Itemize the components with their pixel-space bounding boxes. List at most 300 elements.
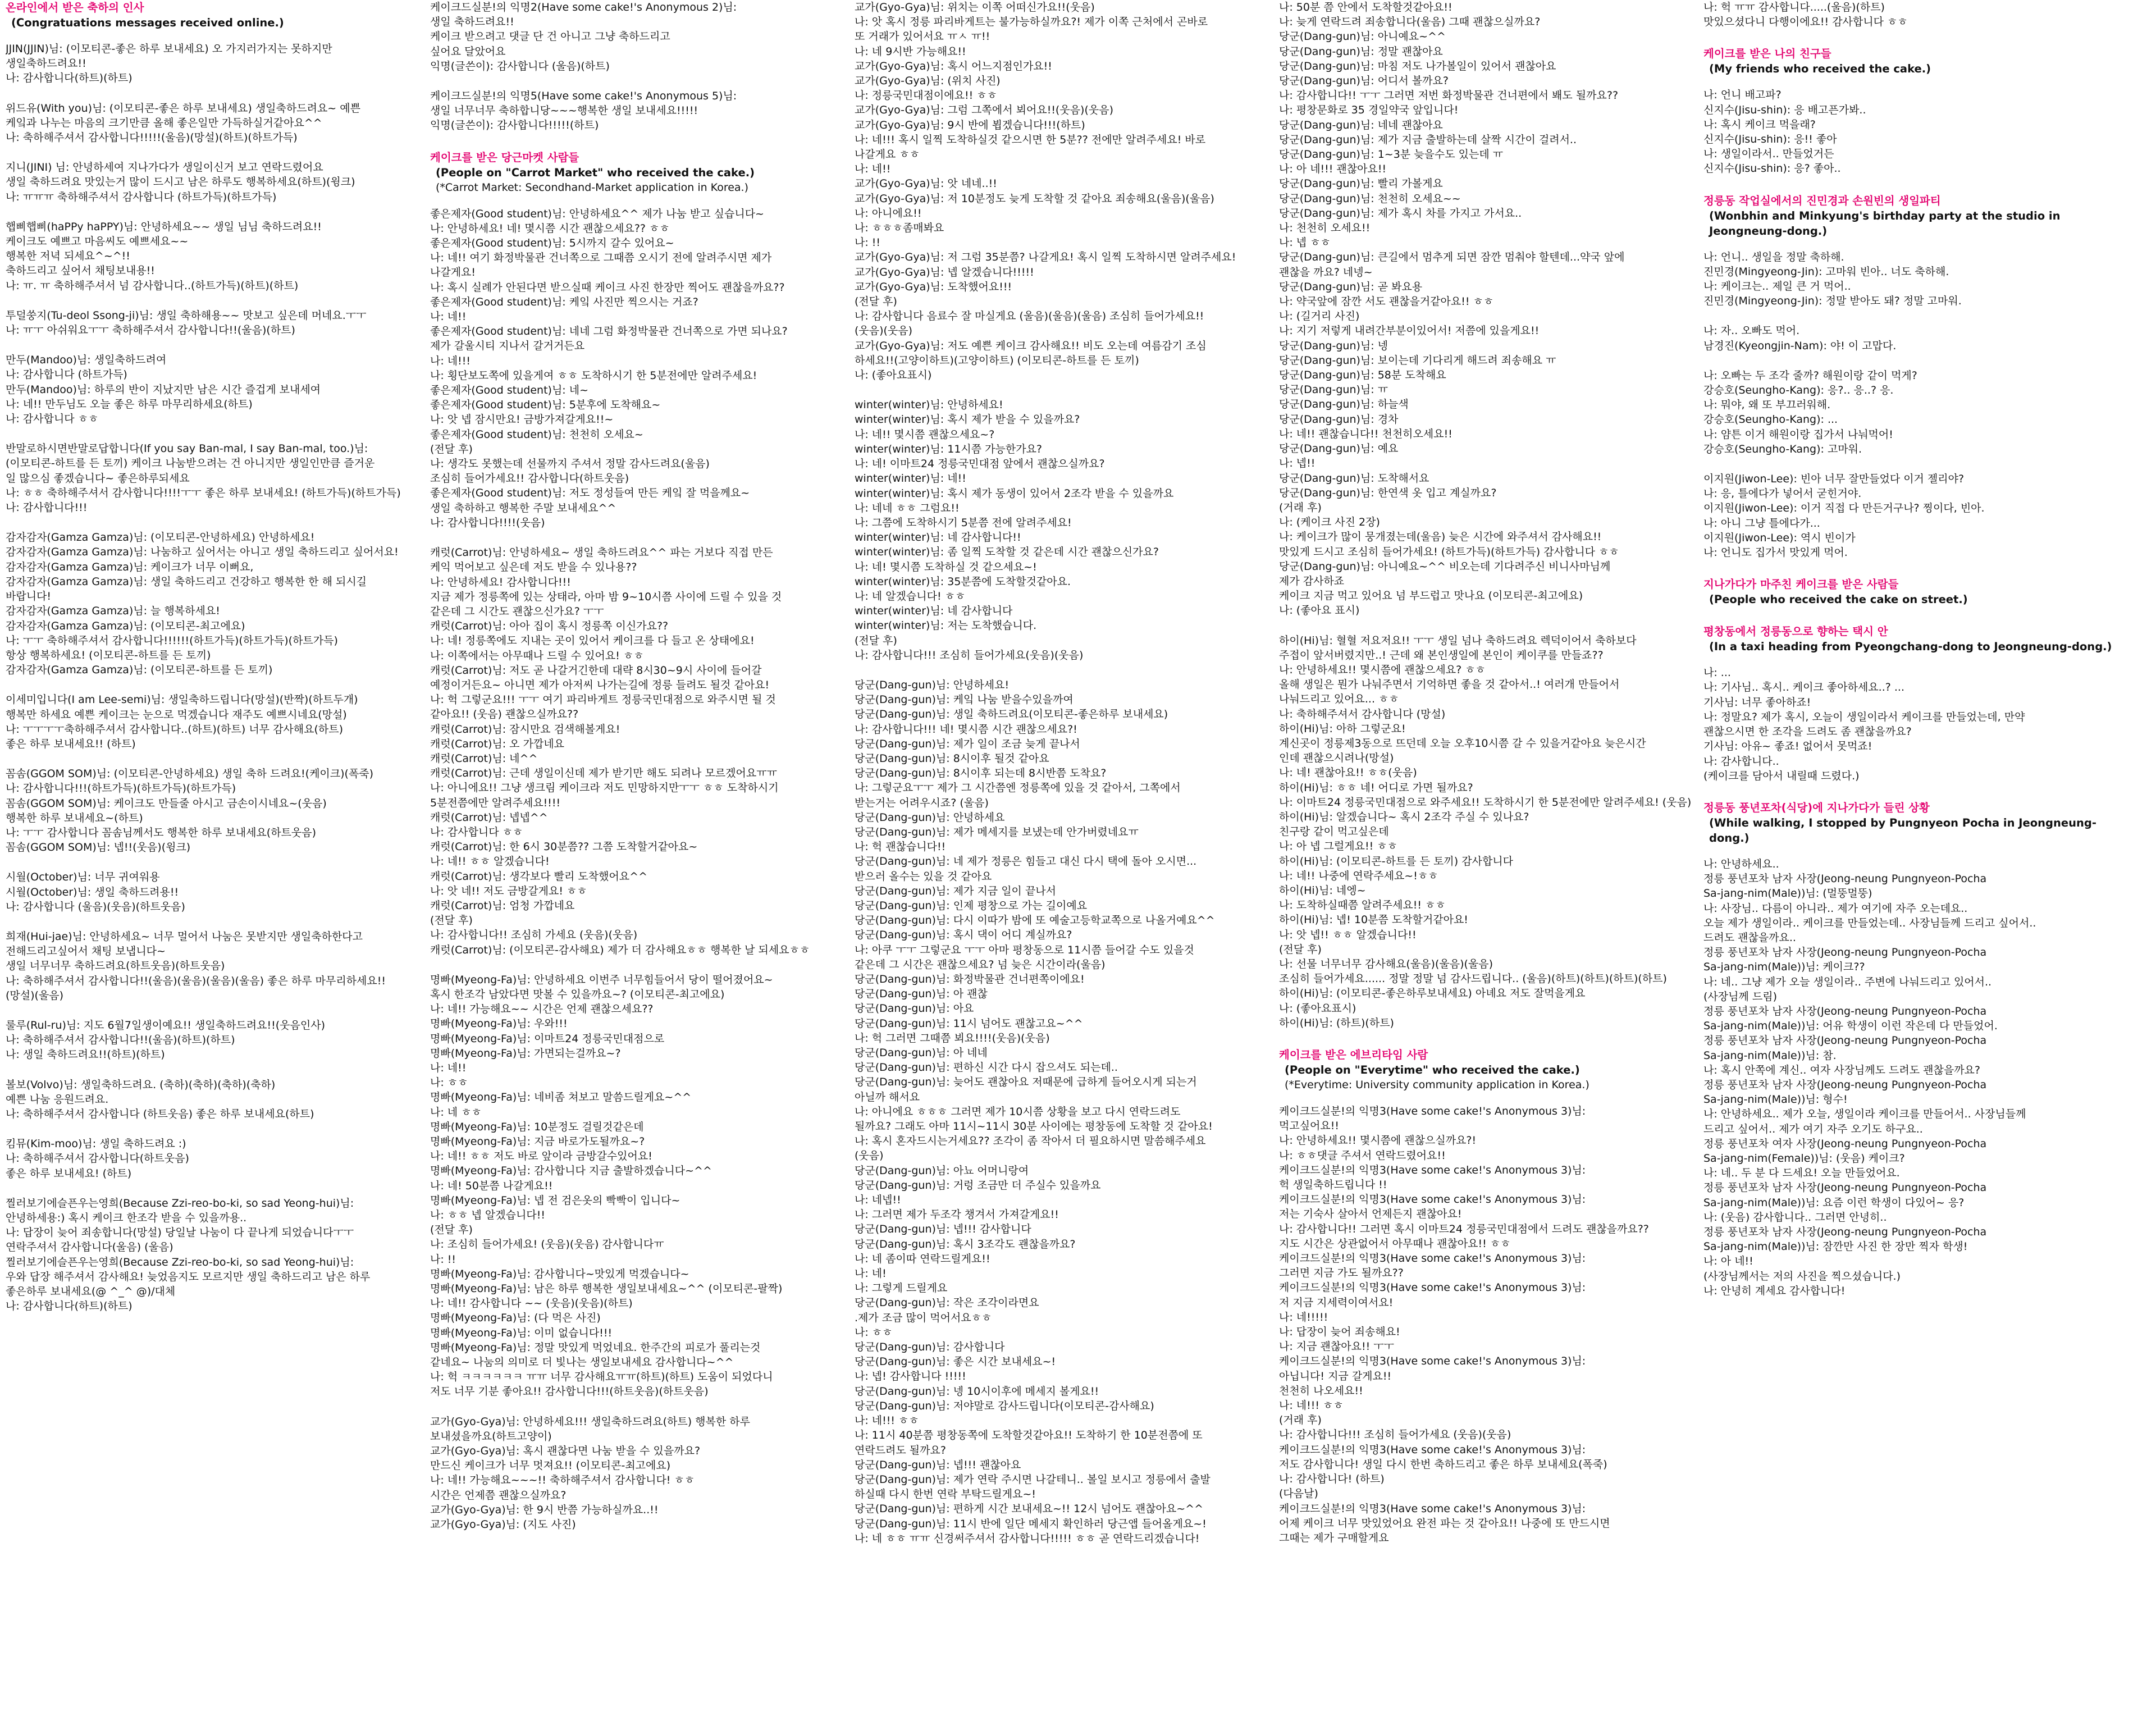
message-line: 캐럿(Carrot)님: 안녕하세요~ 생일 축하드려요^^ 파는 거보다 직접 만든 [430, 546, 773, 559]
message-line: 나: 네 ㅎㅎ ㅠㅠ 신경써주셔서 감사합니다!!!!! ㅎㅎ 곧 연락드리겠습니다! [855, 1532, 1200, 1545]
message-line: 나: 그러면 제가 두조각 챙겨서 가져갈게요!! [855, 1208, 1059, 1221]
message-line: 예정이거든요~ 아니면 제가 아저씨 나가는길에 정릉 들려도 될것 같아요! [430, 678, 770, 691]
message-line: (전달 후) [430, 442, 473, 455]
message-line: 당군(Dang-gun)님: 제가 지금 일이 끝나서 [855, 884, 1057, 897]
message-line: 같은데 그 시간도 괜찮으신가요? ㅜㅜ [430, 605, 604, 618]
section-header [1703, 577, 2123, 607]
message-line: 당군(Dang-gun)님: 58분 도착해요 [1279, 369, 1446, 382]
message-line: 전해드리고싶어서 채팅 보냅니다~ [6, 945, 166, 958]
message-line: 나: 언니도 집가서 맛있게 먹어. [1703, 546, 1848, 559]
message-line: 나: 답장이 늦어 죄송해요! [1279, 1326, 1400, 1339]
message-line: 명빠(Myeong-Fa)님: 가면되는걸까요~? [430, 1047, 621, 1060]
message-line: 이지원(Jiwon-Lee): 빈아 너무 잘만들었다 이거 젤리야? [1703, 473, 1965, 486]
section-note: (*Everytime: University community application in Korea.) [1285, 1079, 1589, 1092]
message-line: 나: 약국앞에 잠깐 서도 괜찮을거같아요!! ㅎㅎ [1279, 295, 1494, 308]
message-line: 교가(Gyo-Gya)님: 위치는 이쪽 어떠신가요!!(웃음) [855, 1, 1095, 13]
message-line: 당군(Dang-gun)님: 11시 넘어도 괜찮고요~^^ [855, 1017, 1083, 1030]
message-line: 인데 괜찮으시려나(망설) [1279, 752, 1394, 765]
message-line: 하이(Hi)님: (이모티콘-좋은하루보내세요) 아녜요 저도 잘먹을게요 [1279, 987, 1586, 1000]
message-line: 나갈게요 ㅎㅎ [855, 148, 920, 161]
message-line: 연락드려도 될까요? [855, 1444, 946, 1457]
message-line: 나: 감사합니다!!! 조심히 들어가세요(웃음)(웃음) [855, 649, 1084, 661]
message-line: 일 많으심 좋겠습니다~ 좋은하루되세요 [6, 472, 190, 485]
message-line: 괜찮으시면 한 조각을 드려도 좀 괜찮을까요? [1703, 725, 1912, 738]
message-line: 감자감자(Gamza Gamza)님: 늘 행복하세요! [6, 605, 220, 618]
message-line: 당군(Dang-gun)님: 넹 10시이후에 메세지 볼게요!! [855, 1385, 1099, 1398]
message-line: 꼼솜(GGOM SOM)님: 넵!!(웃음)(윙크) [6, 841, 191, 854]
message-line: (다음날) [1279, 1487, 1318, 1500]
section-header [1703, 800, 2123, 846]
message-line: 나: ㅎㅎ 축하해주셔서 감사합니다!!!!ㅜㅜ 좋은 하루 보내세요! (하트가득)(하트가득) [6, 486, 401, 499]
message-line: 나: ㅎㅎㅎ좀매봐요 [855, 222, 944, 235]
message-line: 케이크드실분!의 익명3(Have some cake!'s Anonymous 3)님: [1279, 1281, 1586, 1294]
message-line: (이모티콘-하트를 든 토끼) 케이크 나눔받으려는 건 아니지만 생일인만큼 즐거운 [6, 457, 375, 470]
message-line: 당군(Dang-gun)님: 넵!!! 감사합니다 [855, 1223, 1031, 1236]
message-line: 나: (길거리 사진) [1279, 310, 1360, 323]
message-line: 아닐까 해서요 [855, 1090, 920, 1103]
message-line: 당군(Dang-gun)님: 어디서 볼까요? [1279, 75, 1449, 88]
message-line: 당군(Dang-gun)님: 아요 [855, 1002, 974, 1015]
message-line: 나: 감사합니다(하트)(하트) [6, 72, 133, 85]
message-line: (사장님께서는 저의 사진을 찍으셨습니다.) [1703, 1270, 1901, 1283]
message-line: 당군(Dang-gun)님: 8시이후 되는데 8시반쯤 도착요? [855, 767, 1107, 780]
message-group [855, 678, 1274, 1546]
message-line: 나: 넵 ㅎㅎ [1279, 236, 1331, 249]
message-line: 나: 조심히 들어가세요! (웃음)(웃음) 감사합니다ㅠ [430, 1238, 664, 1251]
message-line: 축하드리고 싶어서 채팅보내용!! [6, 264, 155, 277]
message-line: 바랍니다! [6, 590, 52, 603]
message-line: 생일 축하드려요 맛있는거 많이 드시고 남은 하루도 행복하세요(하트)(윙크) [6, 176, 355, 189]
message-line: 나: 늦게 연락드려 죄송합니다(울음) 그때 괜찮으실까요? [1279, 16, 1541, 29]
message-line: 캐럿(Carrot)님: 한 6시 30분쯤?? 그쯤 도착할거같아요~ [430, 841, 698, 854]
message-line: 나: 아 네!! [1703, 1255, 1753, 1268]
message-line: 나: 앗 넵!! ㅎㅎ 알겠습니다!! [1279, 928, 1417, 941]
message-line: 나: 감사합니다!!! [6, 501, 88, 514]
message-line: 나: 오빠는 두 조각 줄까? 해원이랑 같이 먹게? [1703, 369, 1917, 382]
message-line: 나: 11시 40분쯤 평창동쪽에 도착할것같아요!! 도착하기 한 10분전쯤에 또 [855, 1429, 1203, 1442]
message-line: 진민경(Mingyeong-Jin): 정말 받아도 돼? 정말 고마워. [1703, 295, 1962, 308]
message-line: 나: 앗 네!! 저도 금방갈게요! ㅎㅎ [430, 884, 587, 897]
message-line: 하이(Hi)님: 넵! 10분쯤 도착할거같아요! [1279, 914, 1468, 927]
message-line: 감자감자(Gamza Gamza)님: (이모티콘-하트를 든 토끼) [6, 664, 273, 677]
message-line: 나: 아 넵 그럴게요!! ㅎㅎ [1279, 840, 1397, 853]
message-line: 받는거는 어려우시죠? (울음) [855, 796, 989, 809]
message-line: 맛있으셨다니 다행이에요!! 감사합니다 ㅎㅎ [1703, 16, 1908, 29]
section-title: 케이크를 받은 에브리타임 사람 [1279, 1048, 1428, 1062]
message-line: 헉 생일축하드립니다 !! [1279, 1179, 1387, 1192]
message-line: 케이크 받으려고 댓글 단 건 아니고 그냥 축하드리고 [430, 30, 670, 43]
message-line: 나: 아니에요 ㅎㅎㅎ 그러면 제가 10시쯤 상황을 보고 다시 연락드려도 [855, 1105, 1181, 1118]
message-line: (거래 후) [1279, 1414, 1322, 1427]
message-line: 나: 횡단보도쪽에 있을게여 ㅎㅎ 도착하시기 한 5분전에만 알려주세요! [430, 369, 757, 382]
message-group [6, 220, 425, 293]
message-line: 행복한 저녁 되세요^~^!! [6, 250, 130, 263]
message-line: 남경진(Kyeongjin-Nam): 야! 이 고맙다. [1703, 339, 1897, 352]
message-line: 당군(Dang-gun)님: 아 네네 [855, 1047, 988, 1060]
message-line: 나: 헉 괜찮습니다!! [855, 841, 946, 854]
message-line: 캐럿(Carrot)님: 잠시만요 검색해볼게요! [430, 723, 620, 736]
text-column [1701, 0, 2125, 1716]
message-line: 나: 네!!! [430, 354, 471, 367]
message-line: 당군(Dang-gun)님: 늦어도 괜찮아요 저때문에 급하게 들어오시게 되는거 [855, 1076, 1197, 1089]
section-title: 온라인에서 받은 축하의 인사 [6, 1, 144, 14]
message-line: 천천히 나오세요!! [1279, 1384, 1363, 1397]
message-line: 좋은제자(Good student)님: 안녕하세요^^ 제가 나눔 받고 싶습니다~ [430, 207, 764, 220]
message-line: 당군(Dang-gun)님: 한연색 옷 입고 계실까요? [1279, 486, 1497, 499]
message-line: 감자감자(Gamza Gamza)님: 케이크가 너무 이뻐요, [6, 560, 254, 573]
message-line: 나: 감사합니다!! ㅜㅜ 그러면 저번 화정박물관 건너편에서 봬도 될까요?? [1279, 89, 1619, 102]
message-line: (웃음) [855, 1149, 884, 1162]
message-line: 조심히 들어가세요!! 감사합니다(하트웃음) [430, 472, 629, 485]
message-line: 만두(Mandoo)님: 하루의 반이 지났지만 남은 시간 즐겁게 보내세여 [6, 383, 321, 396]
message-line: 나: 헉 그렇군요!!! ㅜㅜ 여기 파리바게트 정릉국민대점으로 와주시면 될 것 [430, 693, 776, 706]
message-line: 케이크드실분!의 익명3(Have some cake!'s Anonymous 3)님: [1279, 1252, 1586, 1265]
message-line: 나: 네 알겠습니다! ㅎㅎ [855, 590, 966, 603]
message-line: 같네요~ 나눔의 의미로 더 빛나는 생일보내세요 감사합니다~^^ [430, 1356, 734, 1369]
message-line: 명빠(Myeong-Fa)님: 남은 하루 행복한 생일보내세요~^^ (이모티콘-팔짝) [430, 1283, 783, 1295]
message-line: 케이크드실분!의 익명3(Have some cake!'s Anonymous 3)님: [1279, 1163, 1586, 1176]
message-line: (웃음)(웃음) [855, 325, 913, 337]
message-line: 정릉 풍년포차 남자 사장(Jeong-neung Pungnyeon-Pocha [1703, 1078, 1987, 1091]
section-subtitle: (Congratuations messages received online.) [11, 16, 284, 29]
message-line: 나: ㅎㅎ 넵 알겠습니다!! [430, 1209, 545, 1222]
message-line: 나: 케이크는.. 제일 큰 거 먹어.. [1703, 280, 1851, 293]
section-title: 케이크를 받은 당근마켓 사람들 [430, 150, 579, 164]
message-group [855, 0, 1274, 382]
message-line: 나: ㅎㅎ댓글 주셔서 연락드렸어요!! [1279, 1149, 1446, 1162]
message-group [6, 929, 425, 1003]
message-line: 나: 아쿠 ㅜㅜ 그렇군요 ㅜㅜ 아마 평창동으로 11시쯤 들어갈 수도 있을것 [855, 943, 1194, 956]
message-line: 아닙니다! 지금 갈게요!! [1279, 1370, 1392, 1382]
message-line: 나: 네!! 가능해요~~~!! 축하해주셔서 감사합니다! ㅎㅎ [430, 1474, 695, 1487]
conversation-section [1703, 624, 2123, 783]
message-line: 행복만 하세요 예쁜 케이크는 눈으로 먹겠습니다 재주도 예쁘시네요(망설) [6, 708, 347, 721]
message-line: 당군(Dang-gun)님: 곧 봐요용 [1279, 280, 1423, 293]
message-line: 기사님: 너무 좋아하죠! [1703, 696, 1811, 709]
message-line: Sa-jang-nim(Male))님: (멀뚱멀뚱) [1703, 887, 1872, 900]
message-line: 나: 네!! 감사합니다 ~~ (웃음)(웃음)(하트) [430, 1297, 633, 1310]
message-line: 나: 네! [855, 1267, 887, 1280]
section-header [430, 150, 849, 195]
message-line: 나: 축하해주셔서 감사합니다!!(울음)(하트)(하트) [6, 1034, 235, 1047]
message-line: 익명(글쓴이): 감사합니다 (울음)(하트) [430, 60, 610, 72]
message-group [1703, 368, 2123, 457]
message-line: 나: 넵!! [1279, 457, 1315, 470]
message-line: 나: 감사합니다 (울음)(웃음)(하트웃음) [6, 900, 185, 913]
message-line: 꼼솜(GGOM SOM)님: (이모티콘-안녕하세요) 생일 축하 드려요!(케이크)(폭죽) [6, 768, 374, 781]
message-line: 강승호(Seungho-Kang): 고마워. [1703, 442, 1862, 455]
message-line: winter(winter)님: 혹시 제가 동생이 있어서 2조각 받을 수 있을까요 [855, 487, 1174, 500]
conversation-section [855, 0, 1274, 1546]
message-line: 나: 네.. 두 분 다 드세요! 오늘 만들었어요. [1703, 1167, 1900, 1180]
message-line: 감자감자(Gamza Gamza)님: (이모티콘-최고에요) [6, 619, 245, 632]
text-column [852, 0, 1276, 1716]
message-line: 명빠(Myeong-Fa)님: (다 먹은 사진) [430, 1312, 601, 1325]
message-line: 룰루(Rul-ru)님: 지도 6월7일생이예요!! 생일축하드려요!!(웃음인사) [6, 1019, 325, 1032]
message-line: 꼼솜(GGOM SOM)님: 케이크도 만들줄 아시고 금손이시네요~(웃음) [6, 797, 327, 810]
message-line: 나: 혹시 안쪽에 계신.. 여자 사장님께도 드려도 괜찮을까요? [1703, 1064, 1980, 1076]
section-subtitle: (Wonbhin and Minkyung's birthday party at the studio in Jeongneung-dong.) [1709, 209, 2061, 238]
message-group [430, 207, 849, 530]
message-line: 당군(Dang-gun)님: 예요 [1279, 442, 1399, 455]
message-line: 교가(Gyo-Gya)님: 한 9시 반쯤 가능하실까요..!! [430, 1503, 659, 1516]
message-line: 명빠(Myeong-Fa)님: 넵 전 검은옷의 빡빡이 입니다~ [430, 1194, 680, 1207]
message-line: 당군(Dang-gun)님: 빨리 가볼게요 [1279, 177, 1443, 190]
message-line: 나: 네! 이마트24 정릉국민대점 앞에서 괜찮으실까요? [855, 458, 1105, 471]
text-column [428, 0, 852, 1716]
message-line: 당군(Dang-gun)님: 좋은 시간 보내세요~! [855, 1356, 1056, 1368]
message-line: 좋은제자(Good student)님: 5분후에 도착해요~ [430, 399, 661, 412]
message-line: 당군(Dang-gun)님: 아니예요~^^ 비오는데 기다려주신 비니사마님께 [1279, 560, 1611, 573]
message-line: 당군(Dang-gun)님: 감사합니다 [855, 1341, 1005, 1354]
message-line: 나: 언니.. 생일을 정말 축하해. [1703, 250, 1844, 263]
section-title: 정릉동 작업실에서의 진민경과 손원빈의 생일파티 [1703, 194, 1941, 207]
message-line: 나: 헉 ㅋㅋㅋㅋㅋㅋ ㅠㅠ 너무 감사해요ㅠㅠ(하트)(하트) 도움이 되었다니 [430, 1371, 773, 1384]
conversation-section [1703, 193, 2123, 560]
message-line: 나: (좋아요 표시) [1279, 604, 1360, 617]
message-line: 친구랑 같이 먹고싶은데 [1279, 825, 1389, 838]
message-line: 나: 네.. 그냥 제가 오늘 생일이라.. 주변에 나눠드리고 있어서.. [1703, 975, 1992, 988]
message-line: 나: 그쯤에 도착하시기 5분쯤 전에 알려주세요! [855, 516, 1072, 529]
message-line: 당군(Dang-gun)님: 제가 메세지를 보냈는데 안가버렸네요ㅠ [855, 825, 1139, 838]
message-line: 캐럿(Carrot)님: 아아 집이 혹시 정릉쪽 이신가요?? [430, 620, 669, 633]
message-line: 당군(Dang-gun)님: 8시이후 될것 같아요 [855, 752, 1049, 765]
message-line: 드려도 괜찮을까요.. [1703, 931, 1796, 944]
message-line: 당군(Dang-gun)님: 1~3분 늦을수도 있는데 ㅠ [1279, 148, 1504, 161]
message-group [6, 1078, 425, 1122]
message-line: 나: 감사합니다! (하트) [1279, 1473, 1385, 1486]
message-line: 캐럿(Carrot)님: (이모티콘-감사해요) 제가 더 감사해요ㅎㅎ 행복한 날 되세요ㅎㅎ [430, 943, 810, 956]
message-line: 케익 먹어보고 싶은데 저도 받을 수 있나용?? [430, 561, 637, 574]
message-line: 당군(Dang-gun)님: 네네 괜찮아요 [1279, 118, 1443, 131]
message-group [6, 530, 425, 677]
message-line: 나갈게요! [430, 266, 476, 279]
message-line: 나: ㅜㅜㅜㅜ축하해주셔서 감사합니다..(하트)(하트) 너무 감사해요(하트) [6, 723, 344, 736]
message-group [6, 766, 425, 855]
message-line: 시월(October)님: 너무 귀여워용 [6, 871, 160, 884]
message-line: 계신곳이 정릉제3동으로 뜨던데 오늘 오후10시쯤 갈 수 있을거같아요 늦은시간 [1279, 737, 1646, 750]
message-line: (사장님께 드림) [1703, 990, 1777, 1003]
message-line: 교가(Gyo-Gya)님: 저 그럼 35분쯤? 나갈게요! 혹시 일찍 도착하시면 알려주세요! [855, 251, 1236, 264]
message-line: winter(winter)님: 저는 도착했습니다. [855, 619, 1037, 632]
section-header [6, 0, 425, 30]
message-line: 나: 감사합니다.. [1703, 755, 1779, 768]
message-line: 당군(Dang-gun)님: 혹시 3조각도 괜찮을까요? [855, 1238, 1076, 1251]
message-line: 당군(Dang-gun)님: 정말 괜찮아요 [1279, 45, 1443, 58]
message-line: 나: !! [430, 1253, 456, 1266]
section-header [1703, 624, 2123, 654]
message-line: 나: 축하해주셔서 감사합니다 (망설) [1279, 708, 1446, 720]
message-line: 올해 생일은 뭔가 나눠주면서 기억하면 좋을 것 같아서..! 여러개 만들어서 [1279, 678, 1620, 691]
text-column [3, 0, 427, 1716]
message-line: 나: 감사합니다!!!!(웃음) [430, 516, 545, 529]
message-line: winter(winter)님: 네!! [855, 472, 966, 485]
message-line: 교가(Gyo-Gya)님: (지도 사진) [430, 1518, 576, 1531]
message-line: 나: 감사합니다 (하트가득) [6, 368, 127, 381]
message-line: 나: 안녕하세요!! 몇시쯤에 괜찮으세요? ㅎㅎ [1279, 663, 1486, 676]
message-line: 명빠(Myeong-Fa)님: 지금 바로가도될까요~? [430, 1135, 645, 1148]
message-line: 나: 네!!! 혹시 일찍 도착하실것 같으시면 한 5분?? 전에만 알려주세요! 바로 [855, 133, 1206, 146]
message-line: 지니(JINI) 님: 안녕하세여 지나가다가 생일이신거 보고 연락드렸어요 [6, 161, 323, 174]
message-group [430, 545, 849, 957]
message-line: 나: 정말요? 제가 혹시, 오늘이 생일이라서 케이크를 만들었는데, 만약 [1703, 710, 2025, 723]
message-line: 진민경(Mingyeong-Jin): 고마워 빈아.. 너도 축하해. [1703, 265, 1949, 278]
message-line: 나: 생각도 못했는데 선물까지 주셔서 정말 감사드려요(울음) [430, 458, 710, 471]
section-title: 지나가다가 마주친 케이크를 받은 사람들 [1703, 578, 1899, 591]
message-line: 당군(Dang-gun)님: 안녕하세요 [855, 811, 1005, 824]
message-line: 나: 감사합니다!!!(하트가득)(하트가득)(하트가득) [6, 782, 236, 795]
message-line: 나눠드리고 있어요... ㅎㅎ [1279, 693, 1399, 706]
message-line: winter(winter)님: 네 감사합니다!! [855, 531, 1021, 544]
section-title: 정릉동 풍년포차(식당)에 지나가다가 들린 상황 [1703, 801, 1930, 814]
message-line: 나: 아 네!!! 괜찮아요!! [1279, 163, 1387, 176]
message-line: 나: 평창문화로 35 경일약국 앞입니다! [1279, 104, 1459, 117]
conversation-section [1703, 577, 2123, 607]
message-line: Sa-jang-nim(Male))님: 참. [1703, 1049, 1837, 1062]
message-line: 당군(Dang-gun)님: 인제 평창으로 가는 길이예요 [855, 899, 1088, 912]
conversation-section [1703, 800, 2123, 1298]
message-line: 당군(Dang-gun)님: 제가 혹시 차를 가지고 가서요.. [1279, 207, 1522, 220]
message-line: 당군(Dang-gun)님: 아 괜찮 [855, 988, 988, 1001]
message-line: 교가(Gyo-Gya)님: 저 10분정도 늦게 도착할 것 같아요 죄송해요(울음)(울음) [855, 192, 1214, 205]
message-line: 나: 헉 그러면 그때쯤 뵈요!!!!(웃음)(웃음) [855, 1032, 1050, 1044]
message-line: (거래 후) [1279, 501, 1322, 514]
message-line: 나: 앗 혹시 정릉 파리바게트는 불가능하실까요?! 제가 이쪽 근처에서 곤바로 [855, 16, 1208, 29]
message-line: 당군(Dang-gun)님: 제가 지금 출발하는데 살짝 시간이 걸려서.. [1279, 133, 1577, 146]
section-title: 케이크를 받은 나의 친구들 [1703, 47, 1831, 61]
message-line: 당군(Dang-gun)님: 안녕하세요! [855, 678, 1010, 691]
message-line: 햅삐햅삐(haPPy haPPY)님: 안녕하세요~~ 생일 님님 축하드려요!! [6, 220, 322, 233]
message-line: winter(winter)님: 좀 일찍 도착할 것 같은데 시간 괜찮으신가요? [855, 546, 1159, 559]
message-line: 캐럿(Carrot)님: 넵넵^^ [430, 811, 548, 824]
message-line: 하실때 다시 한번 연락 부탁드릴게요~! [855, 1488, 1036, 1501]
message-line: 신지수(Jisu-shin): 응? 좋아.. [1703, 162, 1841, 175]
message-line: 생일 축하하고 행복한 주말 보내세요^^ [430, 501, 616, 514]
message-line: Sa-jang-nim(Male))님: 요즘 이런 학생이 다있어~ 응? [1703, 1196, 1965, 1209]
message-line: 당군(Dang-gun)님: 보이는데 기다리게 해드려 죄송해요 ㅠ [1279, 354, 1556, 367]
message-line: 교가(Gyo-Gya)님: 넵 알겠습니다!!!!! [855, 266, 1034, 279]
message-line: 예쁜 나눔 응원드려요. [6, 1093, 109, 1106]
message-line: winter(winter)님: 혹시 제가 받을 수 있을까요? [855, 413, 1080, 426]
message-line: 좋은제자(Good student)님: 저도 정성들여 만든 케잌 잘 먹을께요~ [430, 487, 750, 500]
message-line: 나: (좋아요표시) [855, 369, 932, 382]
message-line: 저는 기숙사 살아서 언제든지 괜찮아요! [1279, 1208, 1462, 1221]
message-line: 나: 안녕하세요.. 제가 오늘, 생일이라 케이크를 만들어서.. 사장님들께 [1703, 1108, 2026, 1121]
message-line: 나: 네!! 가능해요~~ 시간은 언제 괜찮으세요?? [430, 1003, 654, 1016]
message-group [430, 89, 849, 133]
message-group [1703, 323, 2123, 353]
message-line: 나: 감사합니다(하트)(하트) [6, 1300, 133, 1313]
message-line: 당군(Dang-gun)님: 11시 반에 일단 메세지 확인하러 당근앱 들어올게요~! [855, 1517, 1207, 1530]
message-line: 위드유(With you)님: (이모티콘-좋은 하루 보내세요) 생일축하드려요~ 예쁜 [6, 102, 360, 115]
message-line: 주접이 앞서버렸지만..! 근데 왜 본인생일에 본인이 케이쿠를 만들죠?? [1279, 649, 1604, 661]
message-line: 볼보(Volvo)님: 생일축하드려요. (축하)(축하)(축하)(축하) [6, 1078, 276, 1091]
message-line: 나: 네! 괜찮아요!! ㅎㅎ(웃음) [1279, 766, 1417, 779]
message-line: 생일 축하드려요!! [430, 16, 514, 29]
message-group [1703, 0, 2123, 29]
message-line: 이지원(Jiwon-Lee): 이거 직접 다 만든거구나? 찡이다, 빈아. [1703, 502, 1985, 515]
message-line: winter(winter)님: 안녕하세요! [855, 399, 1003, 412]
message-line: Sa-jang-nim(Male))님: 잠깐만 사진 한 장만 찍자 학생! [1703, 1240, 1968, 1253]
message-line: 케이크드실분!의 익명3(Have some cake!'s Anonymous 3)님: [1279, 1355, 1586, 1368]
message-line: 생일축하드려요!! [6, 57, 86, 70]
message-line: 명빠(Myeong-Fa)님: 이마트24 정릉국민대점으로 [430, 1032, 665, 1045]
message-group [6, 692, 425, 751]
message-line: 나: 답장이 늦어 죄송합니다(망설) 당일날 나눔이 다 끝나게 되었습니다ㅜㅜ [6, 1226, 354, 1239]
message-line: 당군(Dang-gun)님: 제가 일이 조금 늦게 끝나서 [855, 737, 1080, 750]
message-line: 제가 감사하죠 [1279, 574, 1345, 587]
message-line: 나: 아니에요!! [855, 207, 922, 220]
message-line: 나: 네! 50분쯤 나갈게요!! [430, 1179, 553, 1192]
message-line: 나: ㅎㅎ [430, 1076, 468, 1089]
section-subtitle: (My friends who received the cake.) [1709, 62, 1931, 76]
message-line: 드리고 싶어서.. 제가 여기 자주 오기도 하구요.. [1703, 1122, 1923, 1135]
message-line: 저 지금 지세력이여서요! [1279, 1296, 1394, 1309]
message-line: 나: ㅜㅜ 감사합니다 꼼솜님께서도 행복한 하루 보내세요(하트웃음) [6, 826, 317, 839]
message-line: 명빠(Myeong-Fa)님: 우와!!! [430, 1017, 568, 1030]
message-line: 나: 네!! 괜찮습니다!! 천천히오세요!! [1279, 427, 1452, 440]
message-line: 나: 감사합니다 ㅎㅎ [430, 825, 523, 838]
conversation-section [1279, 1047, 1698, 1545]
message-line: 나: 넵! 감사합니다 !!!!! [855, 1370, 966, 1383]
message-line: 같은데 그 시간은 괜찮으세요? 넘 늦은 시간이라(울음) [855, 958, 1106, 971]
message-group [855, 398, 1274, 663]
message-line: JJIN(JJIN)님: (이모티콘-좋은 하루 보내세요) 오 가지러가지는 못하지만 [6, 43, 332, 55]
message-line: 교가(Gyo-Gya)님: 저도 예쁜 케이크 감사해요!! 비도 오는데 여름감기 조심 [855, 339, 1207, 352]
message-line: 케이크드실분!의 익명2(Have some cake!'s Anonymous 2)님: [430, 1, 737, 13]
message-line: (전달 후) [855, 634, 897, 647]
message-line: 저도 너무 기분 좋아요!! 감사합니다!!!(하트웃음)(하트웃음) [430, 1385, 709, 1398]
message-line: 5분전쯤에만 알려주세요!!!! [430, 796, 561, 809]
message-line: 정릉 풍년포차 남자 사장(Jeong-neung Pungnyeon-Pocha [1703, 1005, 1987, 1017]
message-line: 당군(Dang-gun)님: 편하신 시간 다시 잡으셔도 되는데.. [855, 1061, 1118, 1074]
message-line: 나: 얌튼 이거 해원이랑 집가서 나눠먹어! [1703, 428, 1893, 441]
message-line: 케이크드실분!의 익명5(Have some cake!'s Anonymous 5)님: [430, 90, 737, 103]
message-line: 나: 혹시 실례가 안된다면 받으실때 케이크 사진 한장만 찍어도 괜찮을까요?? [430, 281, 785, 294]
message-line: 나: !! [855, 236, 881, 249]
message-line: Sa-jang-nim(Male))님: 형수! [1703, 1093, 1848, 1106]
message-line: 기사님: 아유~ 좋죠! 없어서 못먹죠! [1703, 740, 1872, 753]
message-line: 나: 선물 너무너무 감사해요(울음)(울음)(울음) [1279, 958, 1493, 970]
message-line: 당군(Dang-gun)님: 넵!!! 괜찮아요 [855, 1458, 1021, 1471]
message-line: 혹시 한조각 남았다면 맛볼 수 있을까요~? (이모티콘-최고에요) [430, 988, 725, 1001]
conversation-section [6, 0, 425, 1313]
section-subtitle: (People who received the cake on street.) [1709, 593, 1968, 606]
message-line: 나: 그렇게 드릴게요 [855, 1282, 948, 1295]
message-line: 나: 생일 축하드려요!!(하트)(하트) [6, 1048, 165, 1061]
message-line: 나: 축하해주셔서 감사합니다(하트웃음) [6, 1152, 189, 1165]
message-line: 나: 이마트24 정릉국민대점으로 와주세요!! 도착하시기 한 5분전에만 알려주세요! (웃음) [1279, 796, 1692, 809]
message-line: 교가(Gyo-Gya)님: 안녕하세요!!! 생일축하드려요(하트) 행복한 하루 [430, 1415, 750, 1428]
message-line: 당군(Dang-gun)님: 저야말로 감사드립니다(이모티콘-감사해요) [855, 1399, 1154, 1412]
message-line: 나: (좋아요표시) [1279, 1002, 1356, 1015]
message-line: 나: 감사합니다 ㅎㅎ [6, 413, 99, 426]
text-column [1277, 0, 1701, 1716]
message-line: 저도 감사합니다! 생일 다시 한번 축하드리고 좋은 하루 보내세요(폭죽) [1279, 1458, 1607, 1471]
message-line: 나: 축하해주셔서 감사합니다!!!!!(울음)(망설)(하트)(하트가득) [6, 131, 298, 144]
message-line: 나: 감사합니다 음료수 잘 마실게요 (울음)(울음)(울음) 조심히 들어가세요!! [855, 310, 1204, 323]
message-line: 나: ㅠㅠㅠ 축하해주셔서 감사합니다 (하트가득)(하트가득) [6, 190, 277, 203]
message-line: 나: 네! 몇시쯤 도착하실 것 같으세요~! [855, 560, 1037, 573]
message-line: 나: 이쪽에서는 아무때나 드릴 수 있어요! ㅎㅎ [430, 649, 644, 662]
conversation-section [1279, 0, 1698, 1030]
section-title: 평창동에서 정릉동으로 향하는 택시 안 [1703, 625, 1888, 638]
message-group [1279, 633, 1698, 1030]
message-line: 먹고싶어요!! [1279, 1120, 1340, 1133]
message-line: 교가(Gyo-Gya)님: 그럼 그쪽에서 뵈어요!!(웃음)(웃음) [855, 104, 1114, 117]
message-line: 당군(Dang-gun)님: 생일 축하드려요(이모티콘-좋은하루 보내세요) [855, 708, 1168, 721]
message-line: 킴뮤(Kim-moo)님: 생일 축하드려요 :) [6, 1138, 186, 1151]
